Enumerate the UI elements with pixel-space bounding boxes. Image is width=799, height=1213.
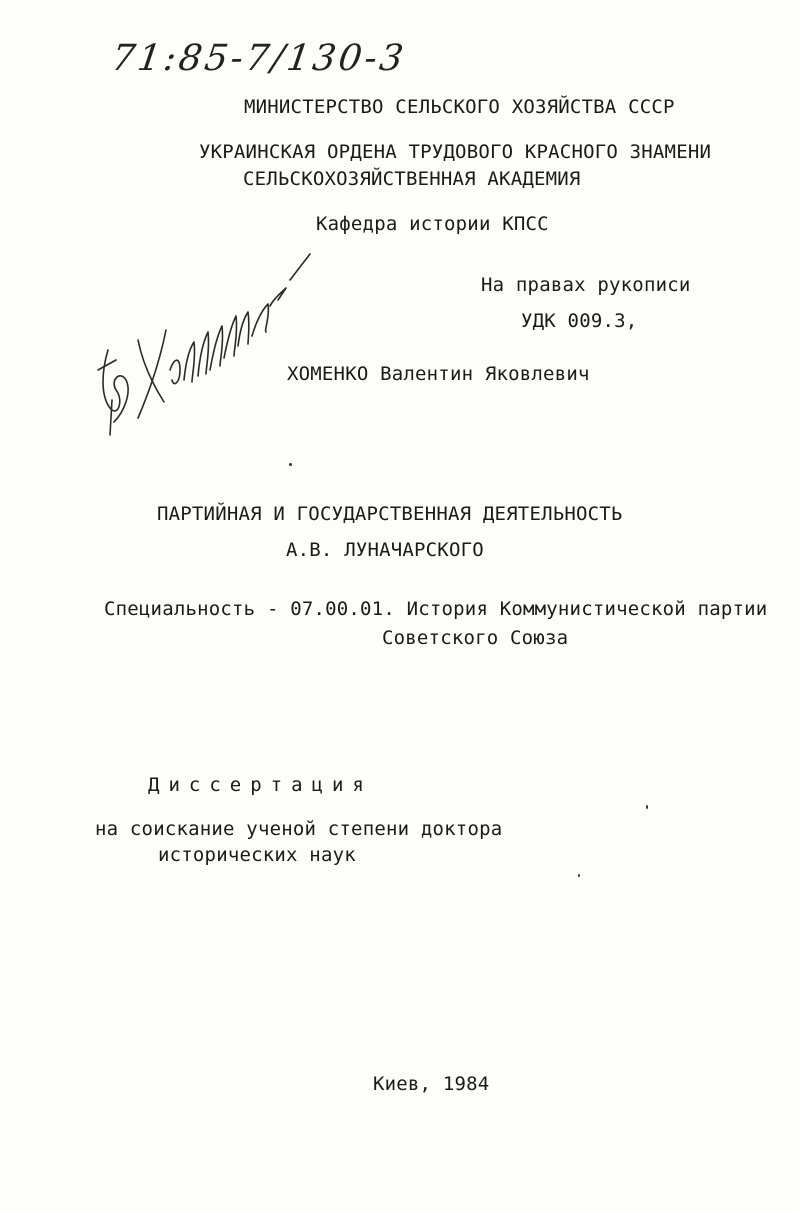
speck-mark <box>289 463 292 466</box>
udk-code: УДК 009.3, <box>521 310 638 332</box>
dissertation-title-line2: А.В. ЛУНАЧАРСКОГО <box>286 539 484 561</box>
academy-heading-line1: УКРАИНСКАЯ ОРДЕНА ТРУДОВОГО КРАСНОГО ЗНАМЕНИ <box>199 141 712 163</box>
speck-mark <box>646 805 648 809</box>
speck-mark <box>578 874 580 877</box>
ministry-heading: МИНИСТЕРСТВО СЕЛЬСКОГО ХОЗЯЙСТВА СССР <box>244 96 675 118</box>
dissertation-label: Диссертация <box>148 774 373 796</box>
dissertation-title-line1: ПАРТИЙНАЯ И ГОСУДАРСТВЕННАЯ ДЕЯТЕЛЬНОСТЬ <box>157 503 623 525</box>
degree-line2: исторических наук <box>158 844 356 866</box>
degree-line1: на соискание ученой степени доктора <box>95 818 503 840</box>
author-name: ХОМЕНКО Валентин Яковлевич <box>287 363 590 385</box>
specialty-line2: Советского Союза <box>382 627 569 649</box>
specialty-line1: Специальность - 07.00.01. История Коммунистической партии <box>104 598 768 620</box>
place-and-year: Киев, 1984 <box>373 1073 490 1095</box>
academy-heading-line2: СЕЛЬСКОХОЗЯЙСТВЕННАЯ АКАДЕМИЯ <box>243 168 581 190</box>
archive-mark: 71:85-7/130-3 <box>109 38 409 79</box>
department-label: Кафедра истории КПСС <box>316 213 549 235</box>
manuscript-rights-label: На правах рукописи <box>481 274 691 296</box>
handwritten-signature <box>80 230 320 450</box>
